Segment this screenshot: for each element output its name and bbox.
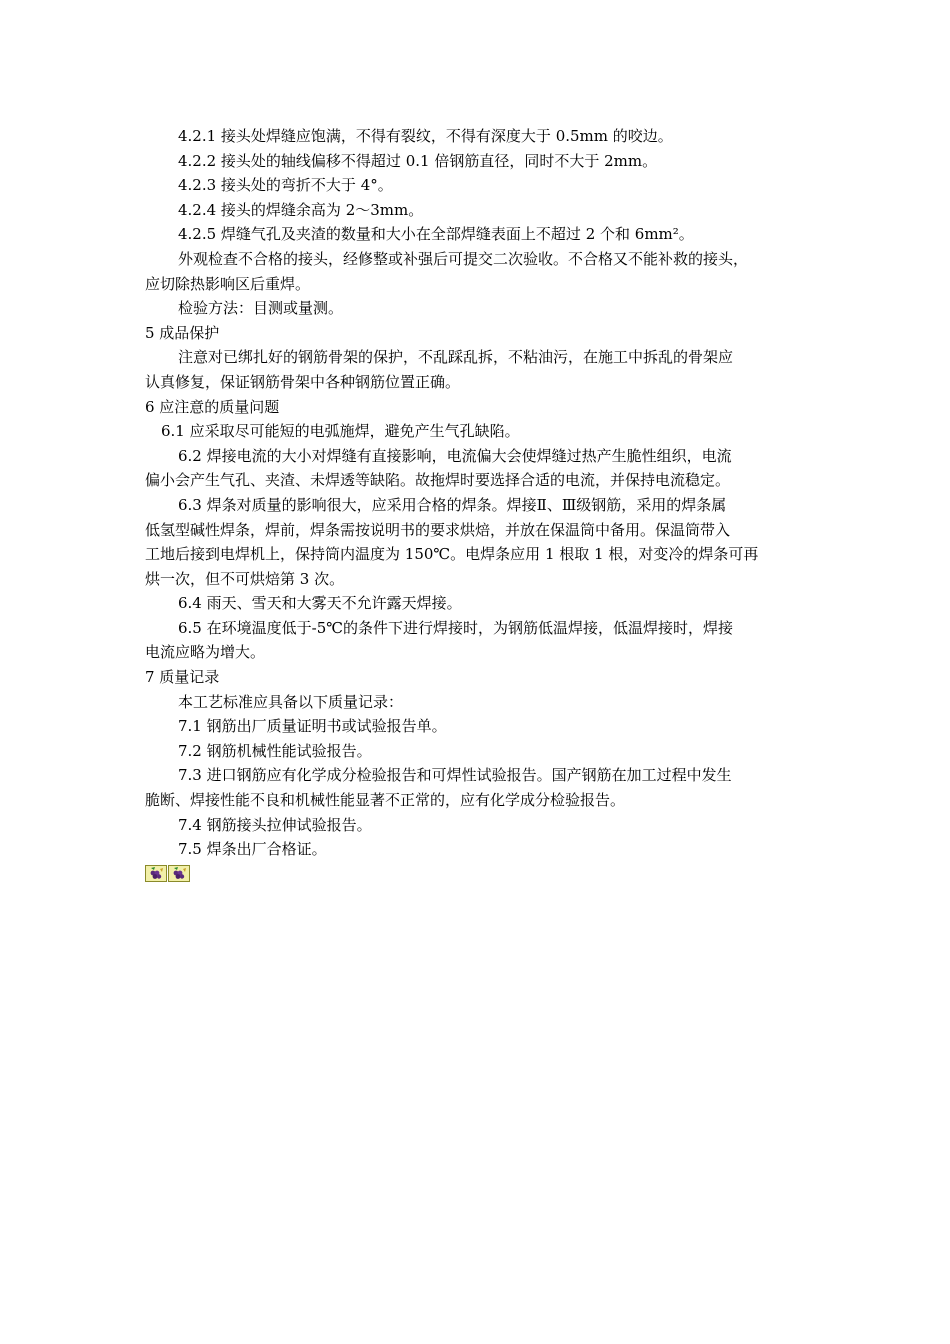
paragraph: 7.1 钢筋出厂质量证明书或试验报告单。	[178, 717, 447, 736]
paragraph: 6.5 在环境温度低于-5℃的条件下进行焊接时，为钢筋低温焊接，低温焊接时，焊接	[178, 618, 734, 637]
paragraph: 检验方法：目测或量测。	[178, 299, 344, 318]
paragraph: 4.2.5 焊缝气孔及夹渣的数量和大小在全部焊缝表面上不超过 2 个和 6mm²。	[178, 225, 694, 244]
grape-icon[interactable]	[168, 865, 190, 882]
paragraph: 低氢型碱性焊条，焊前，焊条需按说明书的要求烘焙，并放在保温筒中备用。保温筒带入	[145, 520, 731, 539]
grape-icon[interactable]	[145, 865, 167, 882]
paragraph: 注意对已绑扎好的钢筋骨架的保护，不乱踩乱拆，不粘油污，在施工中拆乱的骨架应	[178, 348, 734, 367]
paragraph: 偏小会产生气孔、夹渣、未焊透等缺陷。故拖焊时要选择合适的电流，并保持电流稳定。	[145, 471, 731, 490]
paragraph: 6.4 雨天、雪天和大雾天不允许露天焊接。	[178, 594, 462, 613]
paragraph: 6.1 应采取尽可能短的电弧施焊，避免产生气孔缺陷。	[161, 422, 520, 441]
paragraph: 4.2.1 接头处焊缝应饱满，不得有裂纹，不得有深度大于 0.5mm 的咬边。	[178, 127, 673, 145]
document-body	[145, 124, 810, 882]
paragraph: 本工艺标准应具备以下质量记录：	[178, 692, 404, 711]
icon-row	[145, 865, 810, 882]
paragraph: 工地后接到电焊机上，保持筒内温度为 150℃。电焊条应用 1 根取 1 根，对变冷的焊条可再	[145, 545, 759, 564]
paragraph: 电流应略为增大。	[145, 643, 266, 662]
paragraph: 4.2.2 接头处的轴线偏移不得超过 0.1 倍钢筋直径，同时不大于 2mm。	[178, 151, 658, 170]
paragraph: 5 成品保护	[145, 323, 220, 342]
paragraph: 7.5 焊条出厂合格证。	[178, 840, 327, 859]
paragraph: 外观检查不合格的接头，经修整或补强后可提交二次验收。不合格又不能补救的接头，	[178, 249, 749, 268]
paragraph: 应切除热影响区后重焊。	[145, 274, 311, 293]
paragraph: 7.2 钢筋机械性能试验报告。	[178, 741, 372, 760]
paragraph: 7.3 进口钢筋应有化学成分检验报告和可焊性试验报告。国产钢筋在加工过程中发生	[178, 766, 732, 785]
paragraph: 6 应注意的质量问题	[145, 397, 280, 416]
paragraph: 7 质量记录	[145, 668, 220, 687]
paragraph: 脆断、焊接性能不良和机械性能显著不正常的，应有化学成分检验报告。	[145, 791, 626, 810]
paragraph: 4.2.3 接头处的弯折不大于 4°。	[178, 176, 393, 195]
paragraph: 4.2.4 接头的焊缝余高为 2～3mm。	[178, 200, 424, 219]
paragraph: 6.2 焊接电流的大小对焊缝有直接影响，电流偏大会使焊缝过热产生脆性组织，电流	[178, 446, 732, 465]
paragraph: 7.4 钢筋接头拉伸试验报告。	[178, 815, 372, 834]
paragraph: 认真修复，保证钢筋骨架中各种钢筋位置正确。	[145, 372, 461, 391]
paragraph: 6.3 焊条对质量的影响很大，应采用合格的焊条。焊接Ⅱ、Ⅲ级钢筋，采用的焊条属	[178, 495, 727, 514]
paragraph: 烘一次，但不可烘焙第 3 次。	[145, 569, 345, 588]
